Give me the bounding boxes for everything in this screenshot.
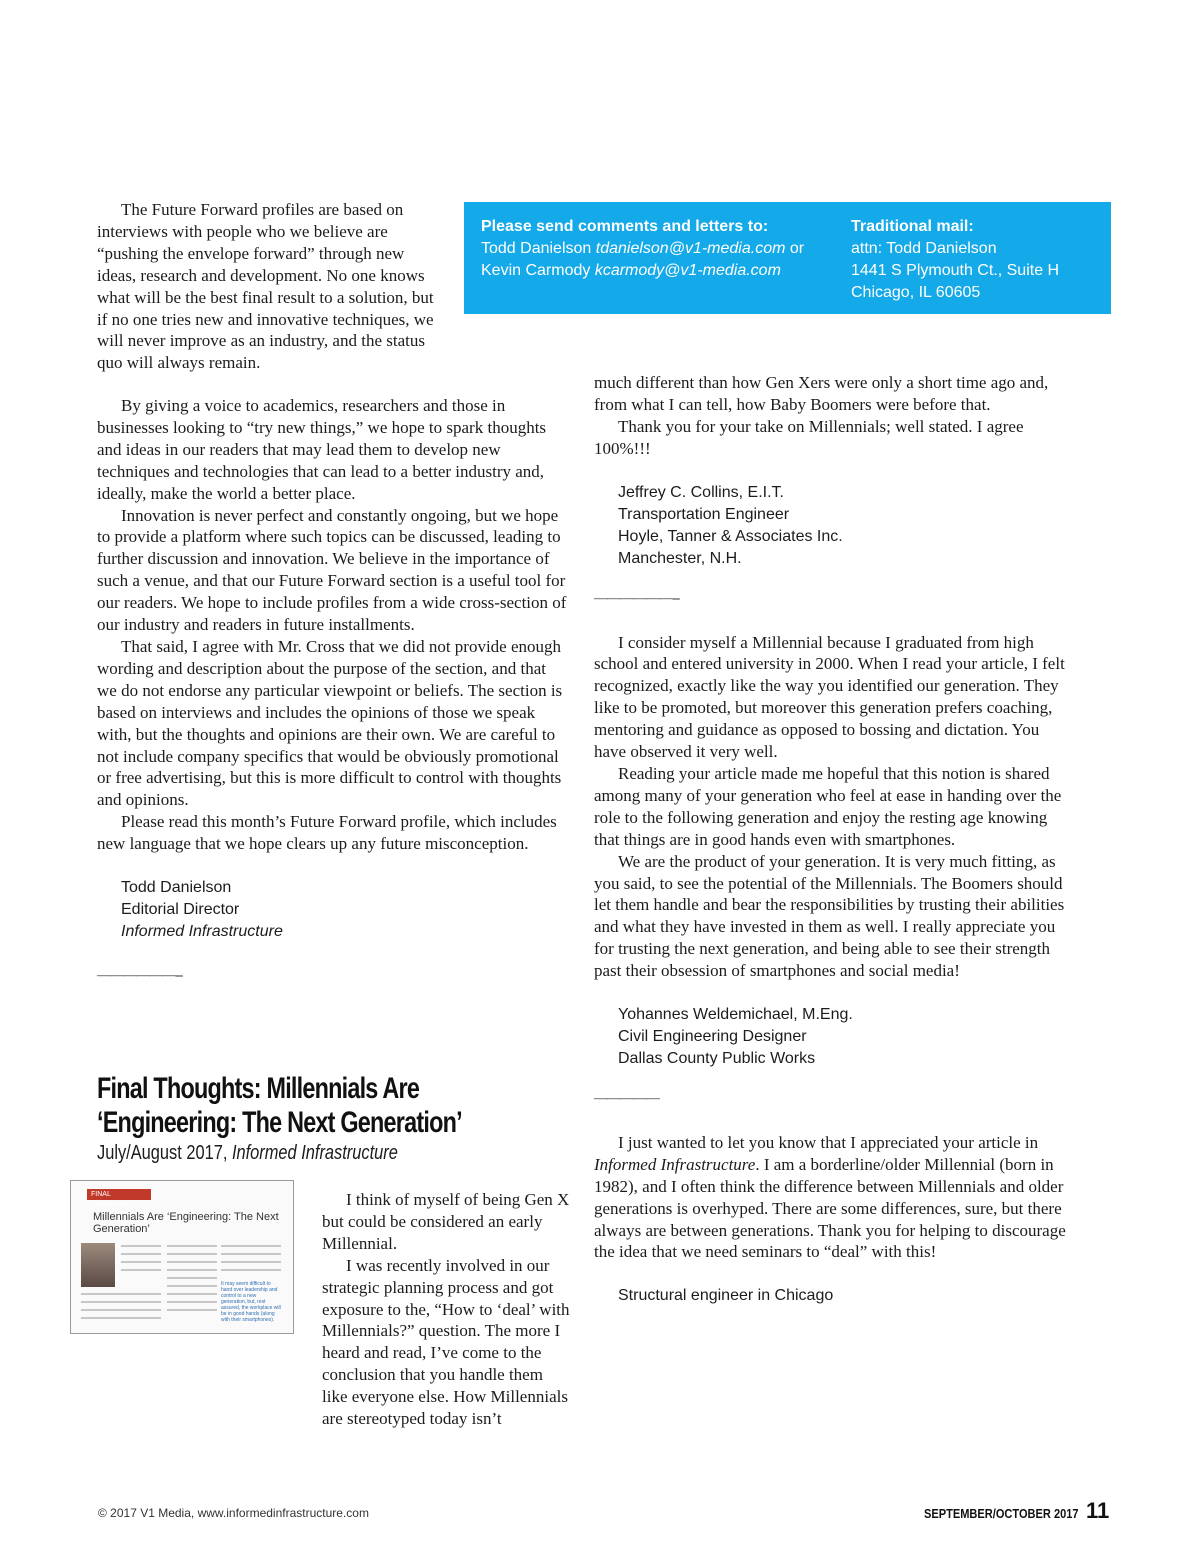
contact-mail-column xyxy=(851,216,1101,304)
letter-paragraph: much different than how Gen Xers were only a short time ago and, from what I can tell, how Baby Boomers were before that. xyxy=(594,373,1049,414)
thumb-text-line xyxy=(221,1245,281,1247)
letter-paragraph: I consider myself a Millennial because I graduated from high school and entered university in 2000. When I read your article, I felt recognized, exactly like the way you identified our generation. They like to be promoted, but moreover this generation prefers coaching, mentoring and guidance as opposed to bossing and dictation. You have observed it very well. xyxy=(594,632,1065,762)
thumb-text-line xyxy=(81,1317,161,1319)
signature-name: Jeffrey C. Collins, E.I.T. xyxy=(618,483,784,501)
intro-paragraph: By giving a voice to academics, researchers and those in businesses looking to “try new things,” we hope to spark thoughts and ideas in our readers that may lead them to develop new techniques and technologies that can lead to a better industry and, ideally, make the world a better place. xyxy=(97,396,547,503)
article-title-line-2: ‘Engineering: The Next Generation’ xyxy=(97,1106,462,1139)
footer-issue: SEPTEMBER/OCTOBER 2017 xyxy=(924,1506,1079,1521)
letter-3-signature: Structural engineer in Chicago xyxy=(618,1287,834,1305)
letter-2-signature xyxy=(594,1004,1074,1070)
contact-heading: Please send comments and letters to: xyxy=(481,218,769,235)
letter-paragraph xyxy=(594,1132,1074,1263)
letter-paragraph: We are the product of your generation. It is very much fitting, as you said, to see the potential of the Millennials. The Boomers should let them handle and bear the responsibilities by trusting their abilities and what they have invested in them as well. I really appreciate you for trusting the next generation, and being able to see their strength past their obsession of smartphones and social media! xyxy=(594,851,1065,981)
thumb-text-line xyxy=(167,1277,217,1279)
thumb-text-line xyxy=(81,1301,161,1303)
intro-column xyxy=(97,395,567,987)
article-title-line-1: Final Thoughts: Millennials Are xyxy=(97,1072,420,1105)
separator: ——————-- xyxy=(97,968,183,984)
intro-paragraph: That said, I agree with Mr. Cross that we did not provide enough wording and description about the purpose of the section, and that we do not endorse any particular viewpoint or beliefs. The section is based on interviews and includes the opinions of those we speak with, but the thoughts and opinions are their own. We are careful to not include company specifics that would be obviously promotional or free advertising, but this is more difficult to control with thoughts and opinions. xyxy=(97,636,563,810)
thumb-text-line xyxy=(167,1253,217,1255)
thumb-text-line xyxy=(121,1253,161,1255)
intro-column-top xyxy=(97,199,437,374)
separator: ——————-- xyxy=(594,590,680,606)
letter-3-text-after: . I am a borderline/older Millennial (born in 1982), and I often think the difference between Millennials and older generations is overhyped. There are some differences, sure, but there always are between generations. Thank you for helping to discourage the idea that we need seminars to “deal” with this! xyxy=(594,1154,1066,1262)
signature-title: Editorial Director xyxy=(121,901,240,919)
article-publication: Informed Infrastructure xyxy=(231,1142,398,1164)
letter-3 xyxy=(594,1132,1074,1263)
thumbnail-title: Millennials Are ‘Engineering: The Next Generation’ xyxy=(93,1211,279,1235)
thumb-text-line xyxy=(167,1301,217,1303)
letter-paragraph: I was recently involved in our strategic planning process and got exposure to the, “How to ‘deal’ with Millennials?” question. The more I heard and read, I’ve come to the conclusion that you handle them like everyone else. How Millennials are stereotyped today isn’t xyxy=(322,1255,570,1429)
thumb-text-line xyxy=(221,1261,281,1263)
contact-or: or xyxy=(789,240,805,257)
mail-heading: Traditional mail: xyxy=(851,218,974,235)
signature-company: Hoyle, Tanner & Associates Inc. xyxy=(618,527,843,545)
letter-2 xyxy=(594,632,1074,983)
signature-name: Todd Danielson xyxy=(121,879,232,897)
thumb-text-line xyxy=(81,1309,161,1311)
thumb-text-line xyxy=(167,1245,217,1247)
thumb-text-line xyxy=(121,1269,161,1271)
page-number: 11 xyxy=(1086,1498,1110,1523)
signature-company: Dallas County Public Works xyxy=(618,1050,816,1068)
footer-copyright: © 2017 V1 Media, www.informedinfrastructure.com xyxy=(98,1506,369,1520)
contact-name-2: Kevin Carmody xyxy=(481,262,591,279)
letter-3-publication: Informed Infrastructure xyxy=(594,1154,756,1174)
right-column xyxy=(594,372,1074,1307)
thumb-text-line xyxy=(121,1261,161,1263)
signature-title: Civil Engineering Designer xyxy=(618,1028,807,1046)
letter-paragraph: I think of myself of being Gen X but could be considered an early Millennial. xyxy=(322,1190,570,1253)
thumb-text-line xyxy=(221,1253,281,1255)
thumb-text-line xyxy=(121,1245,161,1247)
thumb-text-line xyxy=(221,1269,281,1271)
thumb-text-line xyxy=(167,1309,217,1311)
letter-paragraph: Thank you for your take on Millennials; well stated. I agree 100%!!! xyxy=(594,416,1024,458)
article-title xyxy=(97,1072,471,1140)
article-issue-date: July/August 2017, xyxy=(97,1142,228,1164)
contact-email-column xyxy=(481,216,841,282)
separator: ————— xyxy=(594,1091,659,1107)
article-issue xyxy=(97,1142,398,1165)
intro-paragraph: The Future Forward profiles are based on interviews with people who we believe are “pushing the envelope forward” through new ideas, research and development. No one knows what will be the best final result to a solution, but if no one tries new and innovative techniques, we will never improve as an industry, and the status quo will always remain. xyxy=(97,200,434,373)
intro-paragraph: Innovation is never perfect and constantly ongoing, but we hope to provide a platform where such topics can be discussed, leading to further discussion and innovation. We believe in the importance of such a venue, and that our Future Forward section is a useful tool for our readers. We hope to include profiles from a wide cross-section of our industry and readers in future installments. xyxy=(97,505,567,635)
contact-name-1: Todd Danielson xyxy=(481,240,592,257)
mail-street: 1441 S Plymouth Ct., Suite H xyxy=(851,262,1060,279)
article-thumbnail xyxy=(70,1180,294,1334)
intro-paragraph: Please read this month’s Future Forward profile, which includes new language that we hope clears up any future misconception. xyxy=(97,812,557,854)
thumb-text-line xyxy=(81,1293,161,1295)
signature-name: Yohannes Weldemichael, M.Eng. xyxy=(618,1006,853,1024)
thumb-text-line xyxy=(167,1261,217,1263)
signature-location: Manchester, N.H. xyxy=(618,549,742,567)
mail-city: Chicago, IL 60605 xyxy=(851,284,981,301)
signature-title: Transportation Engineer xyxy=(618,505,790,523)
editor-signature xyxy=(97,877,567,943)
thumb-text-line xyxy=(167,1269,217,1271)
contact-email-2[interactable]: kcarmody@v1-media.com xyxy=(594,262,781,279)
contact-email-1[interactable]: tdanielson@v1-media.com xyxy=(595,240,786,257)
contact-box xyxy=(464,202,1111,314)
mail-attn: attn: Todd Danielson xyxy=(851,240,997,257)
letter-paragraph: Reading your article made me hopeful that this notion is shared among many of your generation who feel at ease in handing over the role to the following generation and enjoy the resting age knowing that things are in good hands even with smartphones. xyxy=(594,763,1062,849)
letter-1-signature xyxy=(594,482,1074,570)
signature-publication: Informed Infrastructure xyxy=(121,923,283,941)
author-photo xyxy=(81,1243,115,1287)
letter-3-text-before: I just wanted to let you know that I appreciated your article in xyxy=(618,1132,1039,1152)
letter-1-start xyxy=(322,1189,572,1430)
thumbnail-tab: FINAL THOUGHTS xyxy=(87,1189,151,1200)
thumb-text-line xyxy=(167,1293,217,1295)
thumb-text-line xyxy=(167,1285,217,1287)
thumbnail-callout: It may seem difficult to hand over leadership and control to a new generation, but, rest assured, the workplace will be in good hands (along with their smartphones). xyxy=(221,1281,281,1323)
